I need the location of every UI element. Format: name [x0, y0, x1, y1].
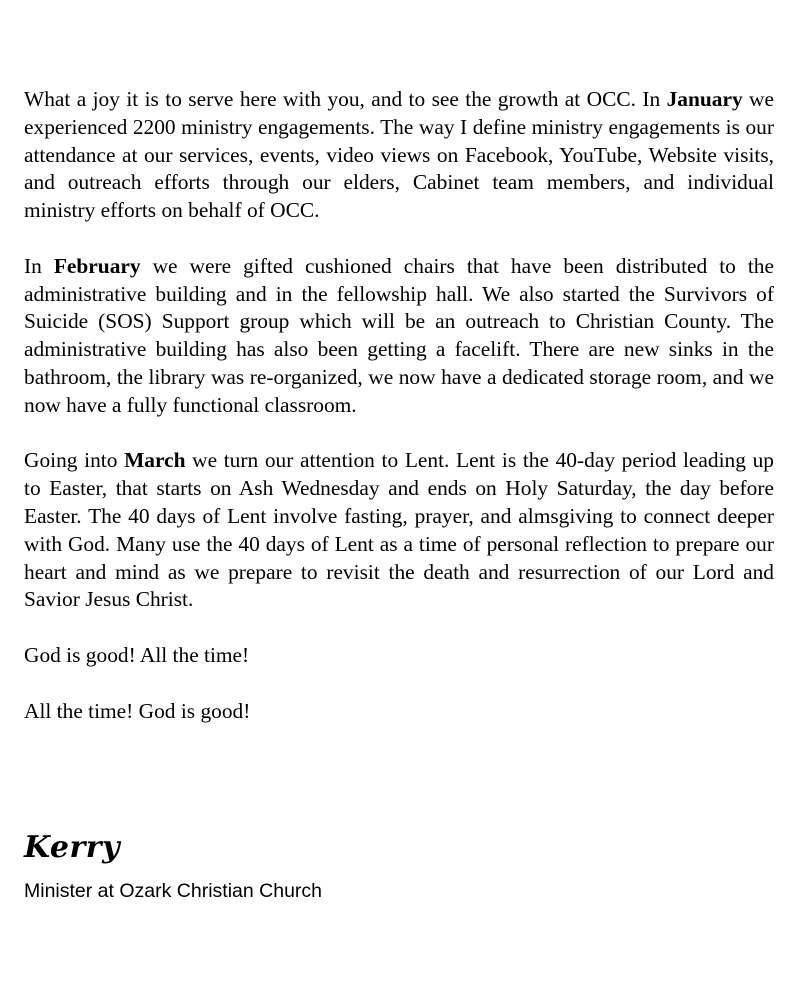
- signature-name: Kerry: [24, 830, 121, 865]
- pastor-letter-body: [24, 86, 774, 725]
- paragraph-february: [24, 253, 774, 420]
- month-january: January: [666, 87, 743, 111]
- paragraph-text: Going into: [24, 448, 125, 473]
- month-march: March: [124, 448, 186, 473]
- month-february: February: [53, 253, 141, 278]
- paragraph-text: In: [24, 253, 54, 278]
- paragraph-january: [24, 86, 774, 225]
- paragraph-text: What a joy it is to serve here with you, and to see the growth at OCC. In: [24, 87, 667, 111]
- paragraph-text: we were gifted cushioned chairs that have been distributed to the administrative building and in the fellowship hall. We also started the Survivors of Suicide (SOS) Support group which will be an outreach to Christian County. The administrative building has also been getting a facelift. There are new sinks in the bathroom, the library was re-organized, we now have a dedicated storage room, and we now have a fully functional classroom.: [24, 253, 774, 417]
- closing-line-2: All the time! God is good!: [24, 698, 251, 723]
- signature-title: Minister at Ozark Christian Church: [24, 880, 323, 902]
- paragraph-text: we turn our attention to Lent. Lent is the 40-day period leading up to Easter, that starts on Ash Wednesday and ends on Holy Saturday, the day before Easter. The 40 days of Lent involve fasting, prayer, and almsgiving to connect deeper with God. Many use the 40 days of Lent as a time of personal reflection to prepare our heart and mind as we prepare to revisit the death and resurrection of our Lord and Savior Jesus Christ.: [24, 448, 774, 612]
- paragraph-text: we experienced 2200 ministry engagements. The way I define ministry engagements is our attendance at our services, events, video views on Facebook, YouTube, Website visits, and outreach efforts through our elders, Cabinet team members, and individual ministry efforts on behalf of OCC.: [24, 87, 774, 223]
- closing-line-1: God is good! All the time!: [24, 642, 250, 667]
- paragraph-march: [24, 447, 774, 614]
